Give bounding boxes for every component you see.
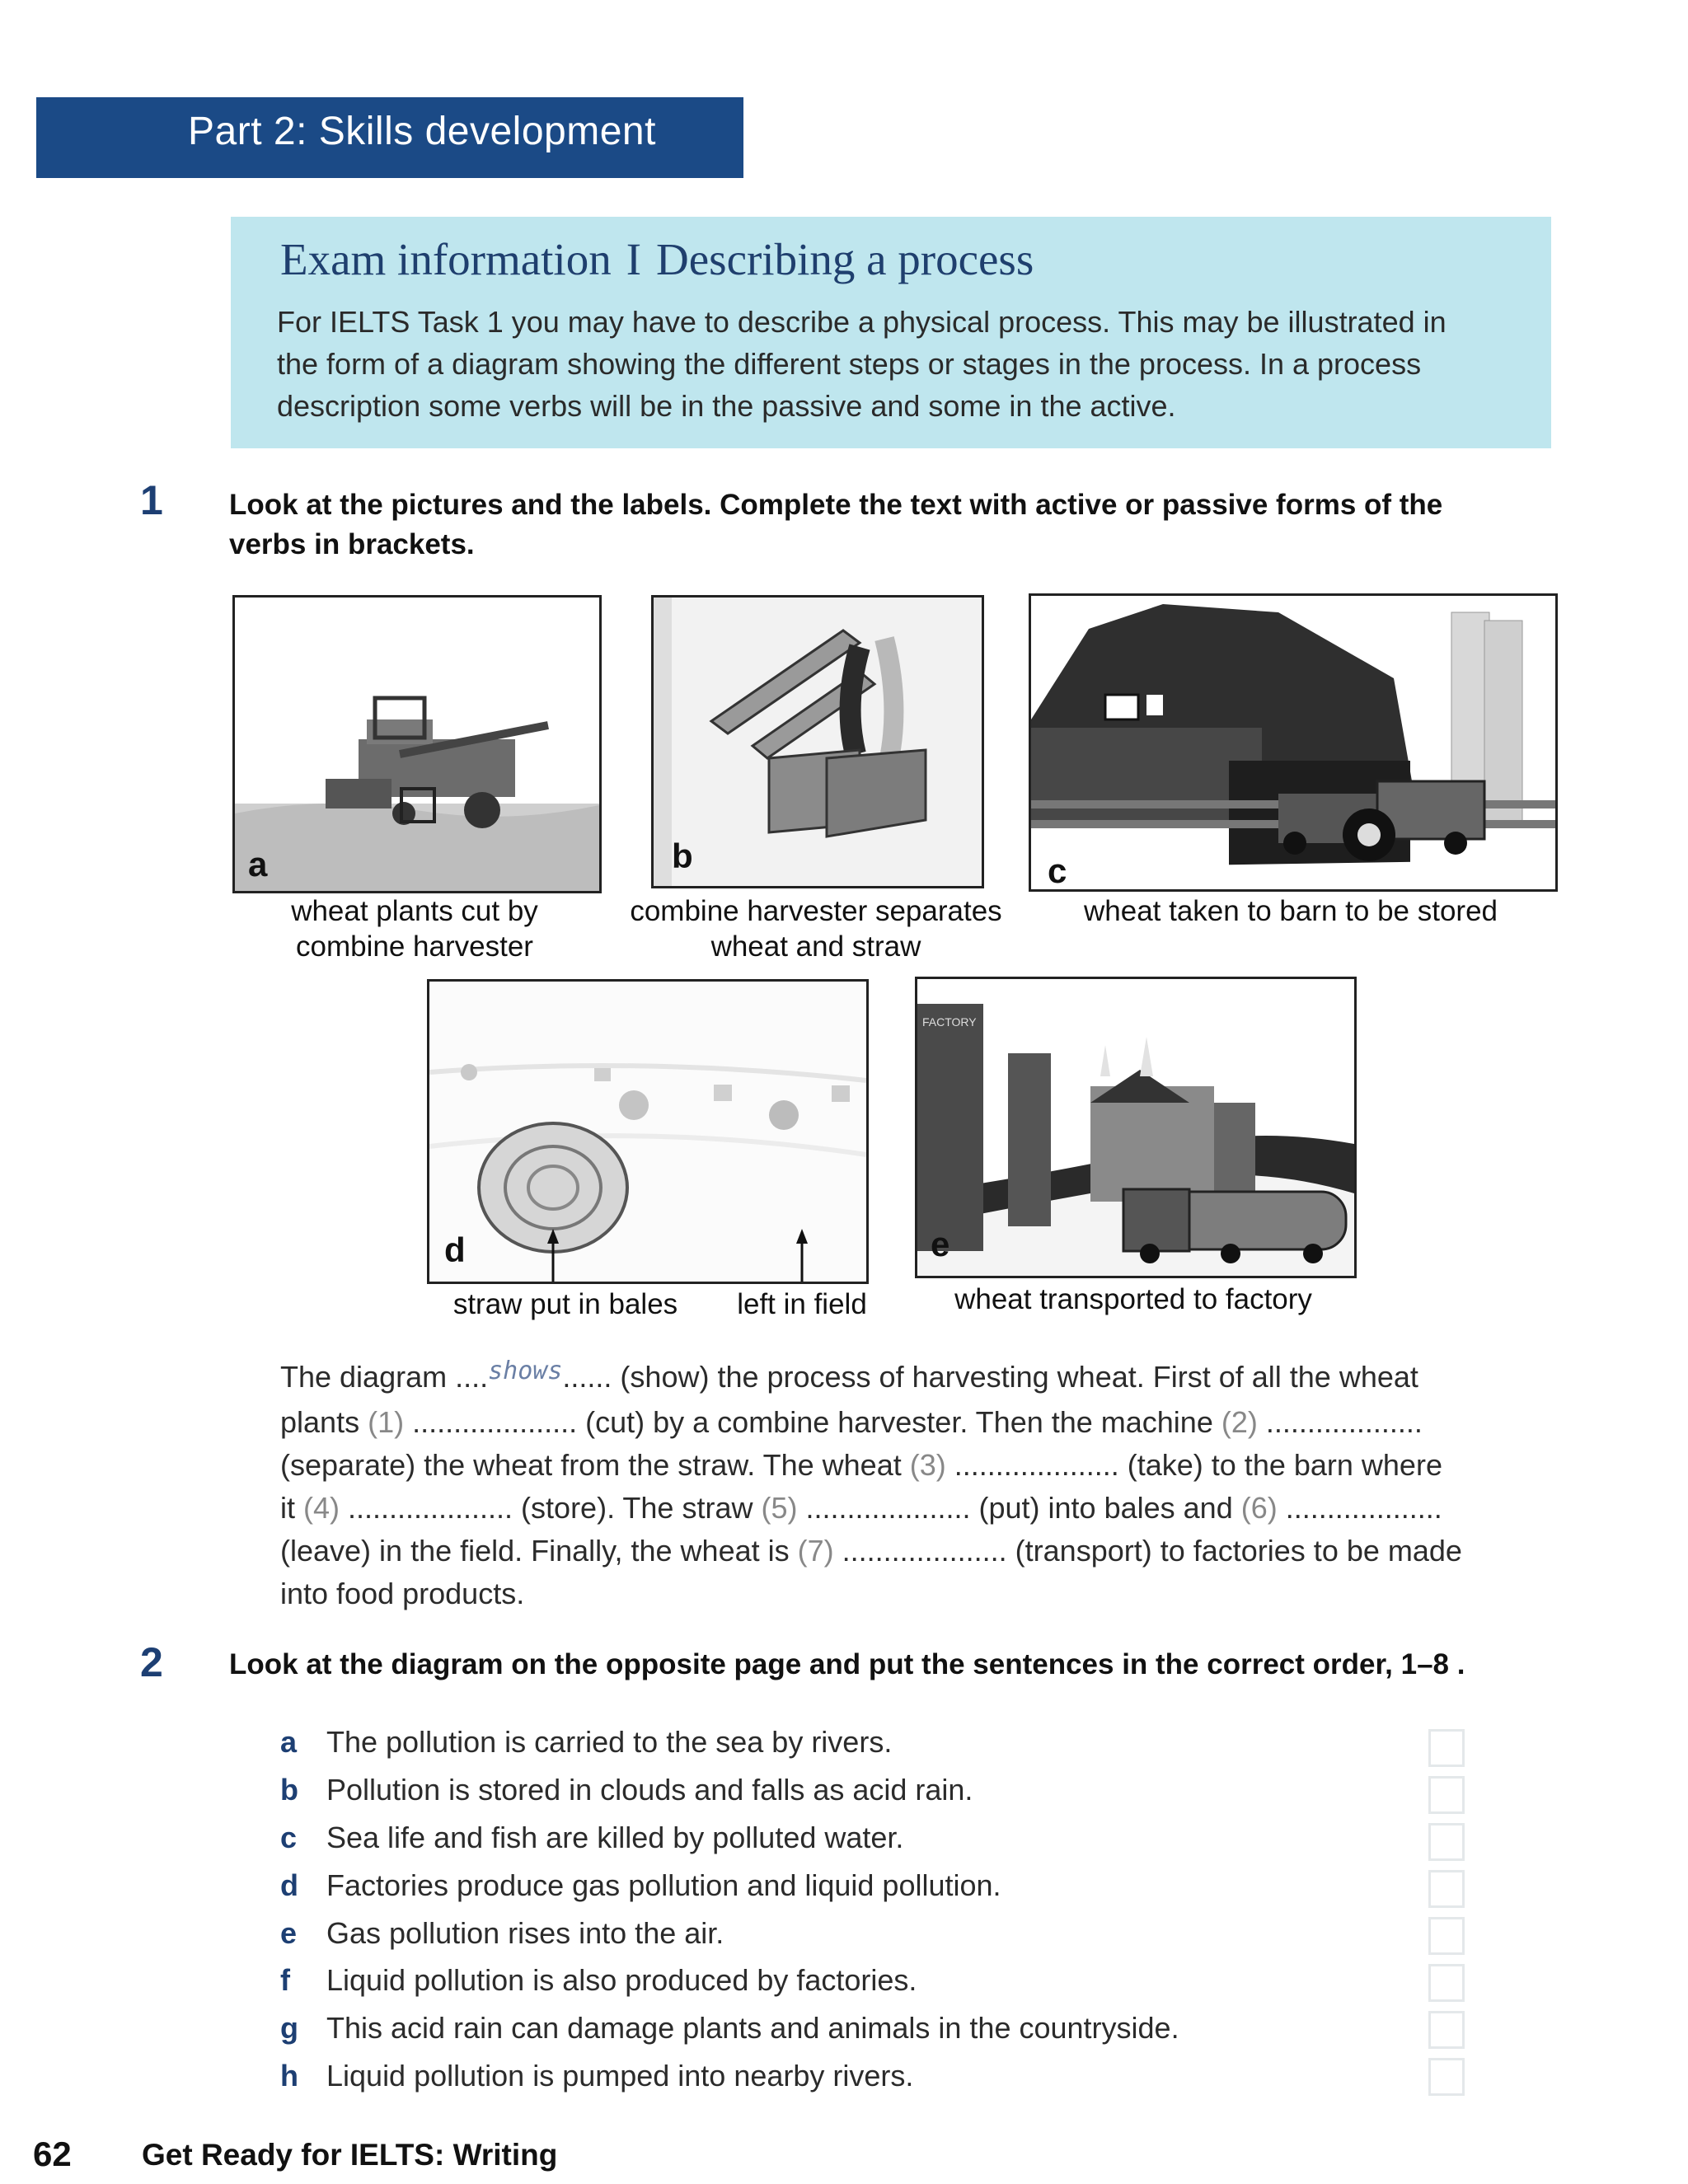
gap-fill-line-1: The diagram ....$^{shows}$...... (show) the process of harvesting wheat. First of all the wheat: [280, 1357, 1418, 1394]
exam-information-title: Exam information I Describing a process: [280, 234, 1034, 284]
answer-box-b[interactable]: [1428, 1776, 1465, 1814]
gap-fill-line-2: plants (1) .................... (cut) by a combine harvester. Then the machine (2) ...................: [280, 1405, 1423, 1439]
sentence-f: f Liquid pollution is also produced by factories.: [280, 1963, 917, 1997]
picture-b-letter: b: [672, 837, 693, 875]
gap-fill-line-5: (leave) in the field. Finally, the wheat is (7) .................... (transport) to factories to be made: [280, 1534, 1462, 1568]
answer-box-a[interactable]: [1428, 1729, 1465, 1767]
picture-d-bales: [427, 979, 869, 1284]
exercise-2-number: 2: [140, 1639, 163, 1685]
exam-information-body: For IELTS Task 1 you may have to describe a physical process. This may be illustrated in the form of a diagram showing the different steps or stages in the process. In a process description some verbs will be in the passive and some in the active.: [277, 305, 1447, 423]
answer-box-d[interactable]: [1428, 1870, 1465, 1908]
picture-c-caption: wheat taken to barn to be stored: [1084, 895, 1498, 927]
picture-a-combine-harvester: [232, 595, 602, 893]
sentence-e: e Gas pollution rises into the air.: [280, 1916, 724, 1950]
picture-e-factory: [915, 977, 1357, 1278]
picture-a-caption: wheat plants cut by combine harvester: [291, 895, 538, 963]
picture-b-caption: combine harvester separates wheat and straw: [630, 895, 1002, 963]
gap-fill-line-4: it (4) .................... (store). The straw (5) .................... (put) into bales and (6) ...................: [280, 1491, 1442, 1525]
picture-c-barn: [1029, 593, 1558, 892]
answer-box-c[interactable]: [1428, 1823, 1465, 1861]
picture-b-separation: [651, 595, 984, 888]
exercise-1-number: 1: [140, 477, 163, 523]
answer-box-g[interactable]: [1428, 2011, 1465, 2049]
sentence-c: c Sea life and fish are killed by polluted water.: [280, 1821, 904, 1854]
picture-d-caption-right: left in field: [737, 1288, 867, 1320]
section-banner: [36, 97, 743, 178]
section-title: Part 2: Skills development: [188, 110, 656, 153]
exam-information-box: [231, 217, 1551, 448]
gap-fill-line-6: into food products.: [280, 1577, 525, 1610]
picture-e-caption: wheat transported to factory: [954, 1283, 1312, 1315]
book-title: Get Ready for IELTS: Writing: [142, 2138, 558, 2172]
picture-d-letter: d: [444, 1230, 466, 1269]
answer-box-h[interactable]: [1428, 2058, 1465, 2096]
gap-fill-line-3: (separate) the wheat from the straw. The wheat (3) .................... (take) to the barn where: [280, 1448, 1442, 1482]
picture-e-letter: e: [931, 1225, 950, 1263]
handwritten-answer: shows: [488, 1357, 563, 1385]
exercise-1-instruction: Look at the pictures and the labels. Complete the text with active or passive forms of the verbs in brackets.: [229, 489, 1443, 560]
picture-d-caption-left: straw put in bales: [452, 1288, 678, 1320]
sentence-b: b Pollution is stored in clouds and falls as acid rain.: [280, 1773, 973, 1807]
picture-c-letter: c: [1048, 851, 1067, 890]
picture-a-letter: a: [248, 845, 268, 883]
sentence-g: g This acid rain can damage plants and animals in the countryside.: [280, 2011, 1179, 2045]
page-number: 62: [33, 2135, 72, 2173]
answer-box-f[interactable]: [1428, 1964, 1465, 2002]
factory-sign: FACTORY: [922, 1015, 977, 1029]
answer-box-e[interactable]: [1428, 1917, 1465, 1955]
exercise-2-instruction: Look at the diagram on the opposite page and put the sentences in the correct order, 1–8 .: [229, 1648, 1465, 1680]
sentence-a: a The pollution is carried to the sea by rivers.: [280, 1725, 893, 1759]
sentence-h: h Liquid pollution is pumped into nearby rivers.: [280, 2059, 914, 2093]
sentence-d: d Factories produce gas pollution and liquid pollution.: [280, 1868, 1001, 1902]
gap-fill-text: [280, 1356, 1550, 1615]
